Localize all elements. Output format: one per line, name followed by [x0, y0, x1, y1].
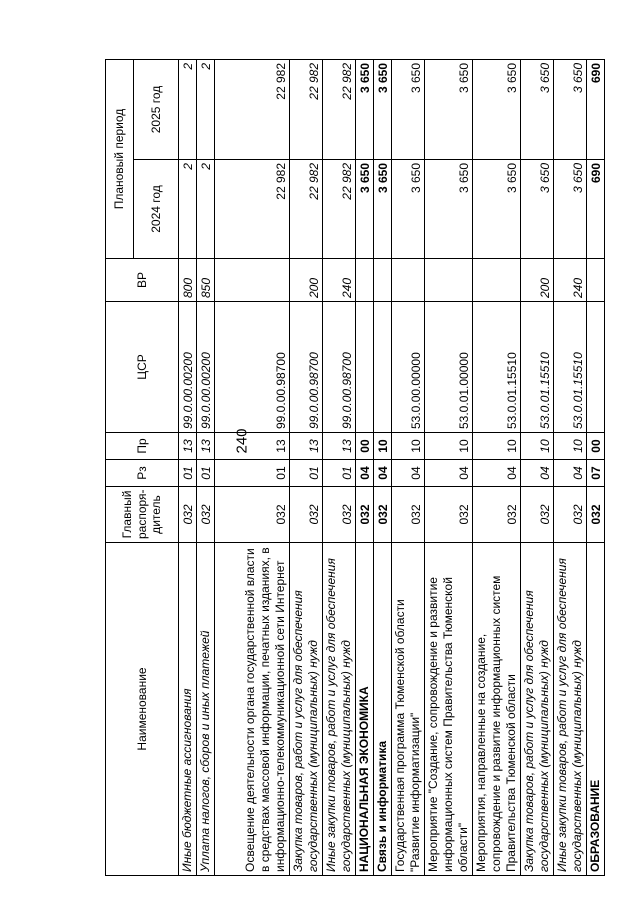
row-rz: 04	[425, 460, 473, 487]
row-rz: 04	[356, 460, 374, 487]
row-vr: 200	[521, 259, 554, 302]
row-pr: 13	[179, 433, 197, 460]
row-vr: 200	[290, 259, 323, 302]
budget-table-rotated	[105, 60, 640, 876]
row-vr: 850	[197, 259, 215, 302]
row-pr: 13	[197, 433, 215, 460]
row-vr	[356, 259, 374, 302]
row-name: Связь и информатика	[374, 543, 392, 876]
row-csr: 53.0.01.15510	[554, 302, 587, 433]
row-csr: 99.0.00.00200	[197, 302, 215, 433]
row-value-2024: 22 982	[290, 160, 323, 259]
row-name: Уплата налогов, сборов и иных платежей	[197, 543, 215, 876]
row-value-2025: 2	[179, 59, 197, 159]
table-row	[323, 59, 356, 875]
header-csr: ЦСР	[106, 302, 179, 433]
row-value-2025: 22 982	[323, 59, 356, 159]
row-name: Закупка товаров, работ и услуг для обеспечения государственных (муниципальных) нужд	[521, 543, 554, 876]
table-row	[356, 59, 374, 875]
row-glavny: 032	[215, 487, 290, 543]
row-value-2025: 22 982	[215, 59, 290, 159]
row-vr	[374, 259, 392, 302]
row-glavny: 032	[392, 487, 425, 543]
row-name: Государственная программа Тюменской области "Развитие информатизации"	[392, 543, 425, 876]
row-value-2025: 3 650	[392, 59, 425, 159]
row-rz: 01	[323, 460, 356, 487]
row-glavny: 032	[179, 487, 197, 543]
row-csr: 53.0.01.00000	[425, 302, 473, 433]
table-body	[179, 59, 605, 875]
row-rz: 04	[473, 460, 521, 487]
row-glavny: 032	[290, 487, 323, 543]
row-vr: 240	[554, 259, 587, 302]
row-value-2024: 3 650	[554, 160, 587, 259]
header-vr: ВР	[106, 259, 179, 302]
row-name: Закупка товаров, работ и услуг для обеспечения государственных (муниципальных) нужд	[290, 543, 323, 876]
row-value-2025: 2	[197, 59, 215, 159]
row-value-2024: 22 982	[215, 160, 290, 259]
row-glavny: 032	[554, 487, 587, 543]
row-csr	[356, 302, 374, 433]
row-value-2024: 22 982	[323, 160, 356, 259]
row-value-2025: 3 650	[521, 59, 554, 159]
row-name: Мероприятия, направленные на создание, сопровождение и развитие информационных систем Правительства Тюменской области	[473, 543, 521, 876]
row-pr: 10	[473, 433, 521, 460]
row-vr: 800	[179, 259, 197, 302]
row-name: Иные закупки товаров, работ и услуг для обеспечения государственных (муниципальных) нужд	[323, 543, 356, 876]
row-rz: 01	[179, 460, 197, 487]
row-csr: 99.0.00.00200	[179, 302, 197, 433]
table-row	[587, 59, 605, 875]
row-csr: 53.0.00.00000	[392, 302, 425, 433]
row-name: ОБРАЗОВАНИЕ	[587, 543, 605, 876]
header-2025: 2025 год	[134, 59, 179, 159]
table-row	[179, 59, 197, 875]
row-vr	[473, 259, 521, 302]
row-vr: 240	[323, 259, 356, 302]
row-pr: 13	[290, 433, 323, 460]
table-row	[215, 59, 290, 875]
row-rz: 04	[374, 460, 392, 487]
row-vr	[215, 259, 290, 302]
row-rz: 01	[215, 460, 290, 487]
row-pr: 10	[374, 433, 392, 460]
row-rz: 04	[554, 460, 587, 487]
row-glavny: 032	[374, 487, 392, 543]
row-value-2025: 22 982	[290, 59, 323, 159]
row-value-2025: 3 650	[425, 59, 473, 159]
row-csr	[587, 302, 605, 433]
row-name: Освещение деятельности органа государственной власти в средствах массовой информации, печатных изданиях, в информационно-телекоммуникационной сети Интернет	[215, 543, 290, 876]
row-pr: 00	[356, 433, 374, 460]
row-pr: 10	[521, 433, 554, 460]
row-glavny: 032	[587, 487, 605, 543]
row-pr: 10	[554, 433, 587, 460]
table-row	[374, 59, 392, 875]
row-pr: 10	[392, 433, 425, 460]
row-vr	[392, 259, 425, 302]
table-row	[197, 59, 215, 875]
row-value-2024: 3 650	[521, 160, 554, 259]
row-pr: 00	[587, 433, 605, 460]
header-name: Наименование	[106, 543, 179, 876]
row-rz: 04	[521, 460, 554, 487]
row-glavny: 032	[473, 487, 521, 543]
table-row	[521, 59, 554, 875]
row-value-2024: 3 650	[473, 160, 521, 259]
row-value-2025: 3 650	[374, 59, 392, 159]
table-row	[425, 59, 473, 875]
row-glavny: 032	[356, 487, 374, 543]
row-csr: 99.0.00.98700	[215, 302, 290, 433]
row-csr	[374, 302, 392, 433]
table-row	[554, 59, 587, 875]
row-value-2025: 3 650	[554, 59, 587, 159]
header-glavny: Главный распоря-дитель	[106, 487, 179, 543]
row-csr: 99.0.00.98700	[290, 302, 323, 433]
row-csr: 53.0.01.15510	[521, 302, 554, 433]
row-pr: 10	[425, 433, 473, 460]
row-glavny: 032	[521, 487, 554, 543]
row-name: НАЦИОНАЛЬНАЯ ЭКОНОМИКА	[356, 543, 374, 876]
row-name: Иные бюджетные ассигнования	[179, 543, 197, 876]
table-row	[290, 59, 323, 875]
row-glavny: 032	[425, 487, 473, 543]
row-value-2024: 3 650	[425, 160, 473, 259]
row-value-2025: 3 650	[356, 59, 374, 159]
row-value-2024: 690	[587, 160, 605, 259]
header-2024: 2024 год	[134, 160, 179, 259]
header-plan-period: Плановый период	[106, 59, 134, 258]
row-rz: 01	[290, 460, 323, 487]
row-glavny: 032	[323, 487, 356, 543]
row-value-2025: 690	[587, 59, 605, 159]
page-number: 240	[233, 428, 251, 454]
row-csr: 53.0.01.15510	[473, 302, 521, 433]
row-rz: 04	[392, 460, 425, 487]
budget-table	[105, 59, 605, 876]
row-value-2025: 3 650	[473, 59, 521, 159]
row-rz: 01	[197, 460, 215, 487]
row-rz: 07	[587, 460, 605, 487]
row-vr	[425, 259, 473, 302]
row-value-2024: 3 650	[392, 160, 425, 259]
row-pr: 13	[323, 433, 356, 460]
row-value-2024: 3 650	[374, 160, 392, 259]
row-name: Иные закупки товаров, работ и услуг для обеспечения государственных (муниципальных) нужд	[554, 543, 587, 876]
row-value-2024: 2	[179, 160, 197, 259]
header-pr: Пр	[106, 433, 179, 460]
row-name: Мероприятие "Создание, сопровождение и развитие информационных систем Правительства Тюменской области"	[425, 543, 473, 876]
row-csr: 99.0.00.98700	[323, 302, 356, 433]
table-row	[473, 59, 521, 875]
row-glavny: 032	[197, 487, 215, 543]
row-value-2024: 3 650	[356, 160, 374, 259]
row-pr: 13	[215, 433, 290, 460]
header-rz: Рз	[106, 460, 179, 487]
row-value-2024: 2	[197, 160, 215, 259]
row-vr	[587, 259, 605, 302]
table-row	[392, 59, 425, 875]
